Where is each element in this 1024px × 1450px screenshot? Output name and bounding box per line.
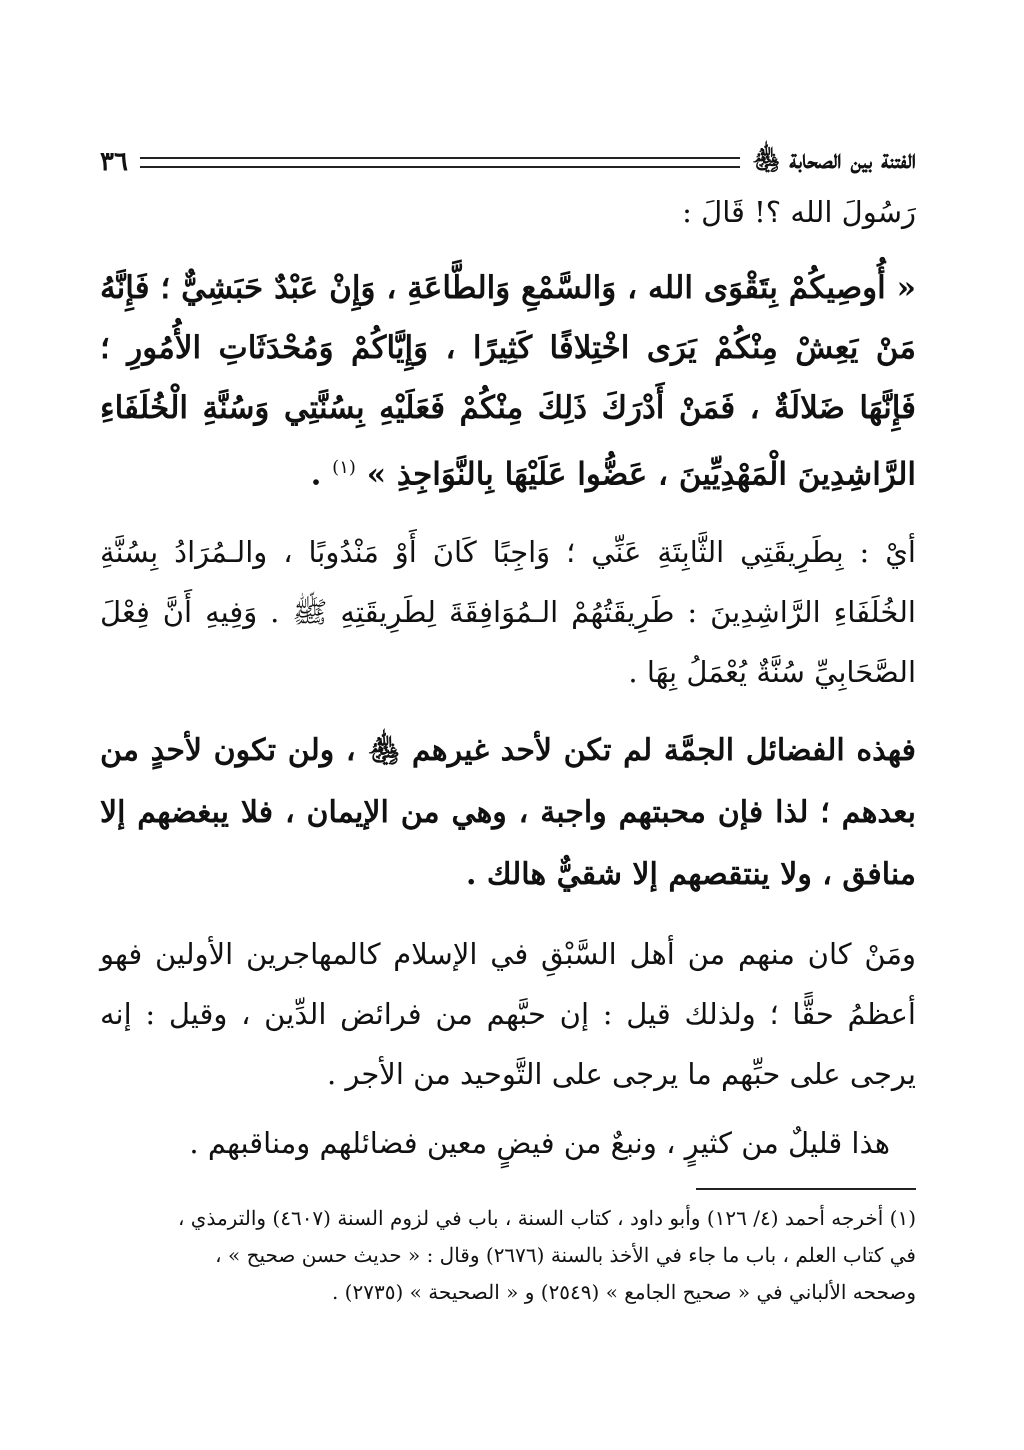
precedence-paragraph: ومَنْ كان منهم من أهل السَّبْقِ في الإسلام كالمهاجرين الأولين فهو أعظمُ حقًّا ؛ ولذلك قيل : إن حبَّهم من فرائض الدِّين ، وقيل : إنه يرجى على حبِّهم ما يرجى على التَّوحيد من الأجر . bbox=[100, 937, 916, 1092]
running-title: الفتنة بين الصحابة ﵃ bbox=[751, 145, 916, 175]
book-page bbox=[100, 140, 916, 1311]
hadith-end: . bbox=[310, 456, 322, 493]
closing-paragraph: هذا قليلٌ من كثيرٍ ، ونبعٌ من فيضٍ معين فضائلهم ومناقبهم . bbox=[189, 1126, 890, 1161]
intro-line: رَسُولَ الله ؟! قَالَ : bbox=[682, 195, 916, 229]
footnote-separator bbox=[696, 1188, 916, 1190]
footnotes bbox=[100, 1200, 916, 1311]
virtues-paragraph: فهذه الفضائل الجمَّة لم تكن لأحد غيرهم ﵃ ، ولن تكون لأحدٍ من بعدهم ؛ لذا فإن محبتهم واجبة ، وهي من الإيمان ، فلا يبغضهم إلا منافق ، ولا ينتقصهم إلا شقيٌّ هالك . bbox=[100, 733, 916, 893]
footnote-line: في كتاب العلم ، باب ما جاء في الأخذ بالسنة (٢٦٧٦) وقال : « حديث حسن صحيح » ، bbox=[215, 1243, 916, 1268]
hadith-body: « أُوصِيكُمْ بِتَقْوَى الله ، وَالسَّمْعِ وَالطَّاعَةِ ، وَإِنْ عَبْدٌ حَبَشِيٌّ ؛ فَإِنَّهُ مَنْ يَعِشْ مِنْكُمْ يَرَى اخْتِلافًا كَثِيرًا ، وَإِيَّاكُمْ وَمُحْدَثَاتِ الأُمُورِ ؛ فَإِنَّهَا ضَلالَةٌ ، فَمَنْ أَدْرَكَ ذَلِكَ مِنْكُمْ فَعَلَيْهِ بِسُنَّتِي وَسُنَّةِ الْخُلَفَاءِ الرَّاشِدِينَ الْمَهْدِيِّينَ ، عَضُّوا عَلَيْهَا بِالنَّوَاجِذِ » bbox=[100, 270, 916, 493]
explanation-paragraph: أيْ : بِطَرِيقَتِي الثَّابِتَةِ عَنِّي ؛ وَاجِبًا كَانَ أَوْ مَنْدُوبًا ، والـمُرَادُ بِسُنَّةِ الخُلَفَاءِ الرَّاشِدِينَ : طَرِيقَتُهُمْ الـمُوَافِقَةَ لِطَرِيقَتِهِ ﷺ . وَفِيهِ أَنَّ فِعْلَ الصَّحَابِيِّ سُنَّةٌ يُعْمَلُ بِهَا . bbox=[100, 535, 916, 690]
footnote-line: وصححه الألباني في « صحيح الجامع » (٢٥٤٩) و « الصحيحة » (٢٧٣٥) . bbox=[331, 1280, 916, 1305]
hadith-text bbox=[100, 258, 916, 504]
footnote-marker: (١) bbox=[332, 457, 356, 478]
running-header bbox=[100, 140, 916, 184]
page-number: ٣٦ bbox=[100, 147, 128, 177]
footnote-line: (١) أخرجه أحمد (٤/ ١٢٦) وأبو داود ، كتاب السنة ، باب في لزوم السنة (٤٦٠٧) والترمذي ، bbox=[177, 1206, 916, 1231]
header-double-rule bbox=[140, 157, 740, 168]
